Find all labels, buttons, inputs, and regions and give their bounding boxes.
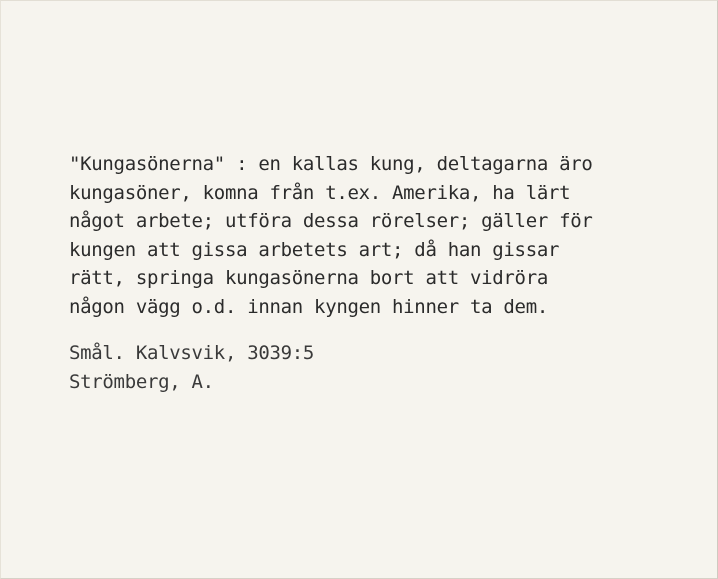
card-metadata — [69, 339, 314, 397]
body-line-2: kungasöner, komna från t.ex. Amerika, ha lärt — [69, 181, 571, 204]
body-line-5: rätt, springa kungasönerna bort att vidröra — [69, 267, 548, 290]
body-line-1: "Kungasönerna" : en kallas kung, deltagarna äro — [69, 153, 593, 175]
body-line-3: något arbete; utföra dessa rörelser; gäller för — [69, 210, 593, 233]
body-line-4: kungen att gissa arbetets art; då han gissar — [69, 238, 560, 261]
body-line-6: någon vägg o.d. innan kyngen hinner ta dem. — [69, 295, 548, 318]
informant-name: Strömberg, A. — [69, 371, 214, 393]
location-reference: Smål. Kalvsvik, 3039:5 — [69, 342, 315, 364]
card-body-text — [69, 150, 714, 322]
